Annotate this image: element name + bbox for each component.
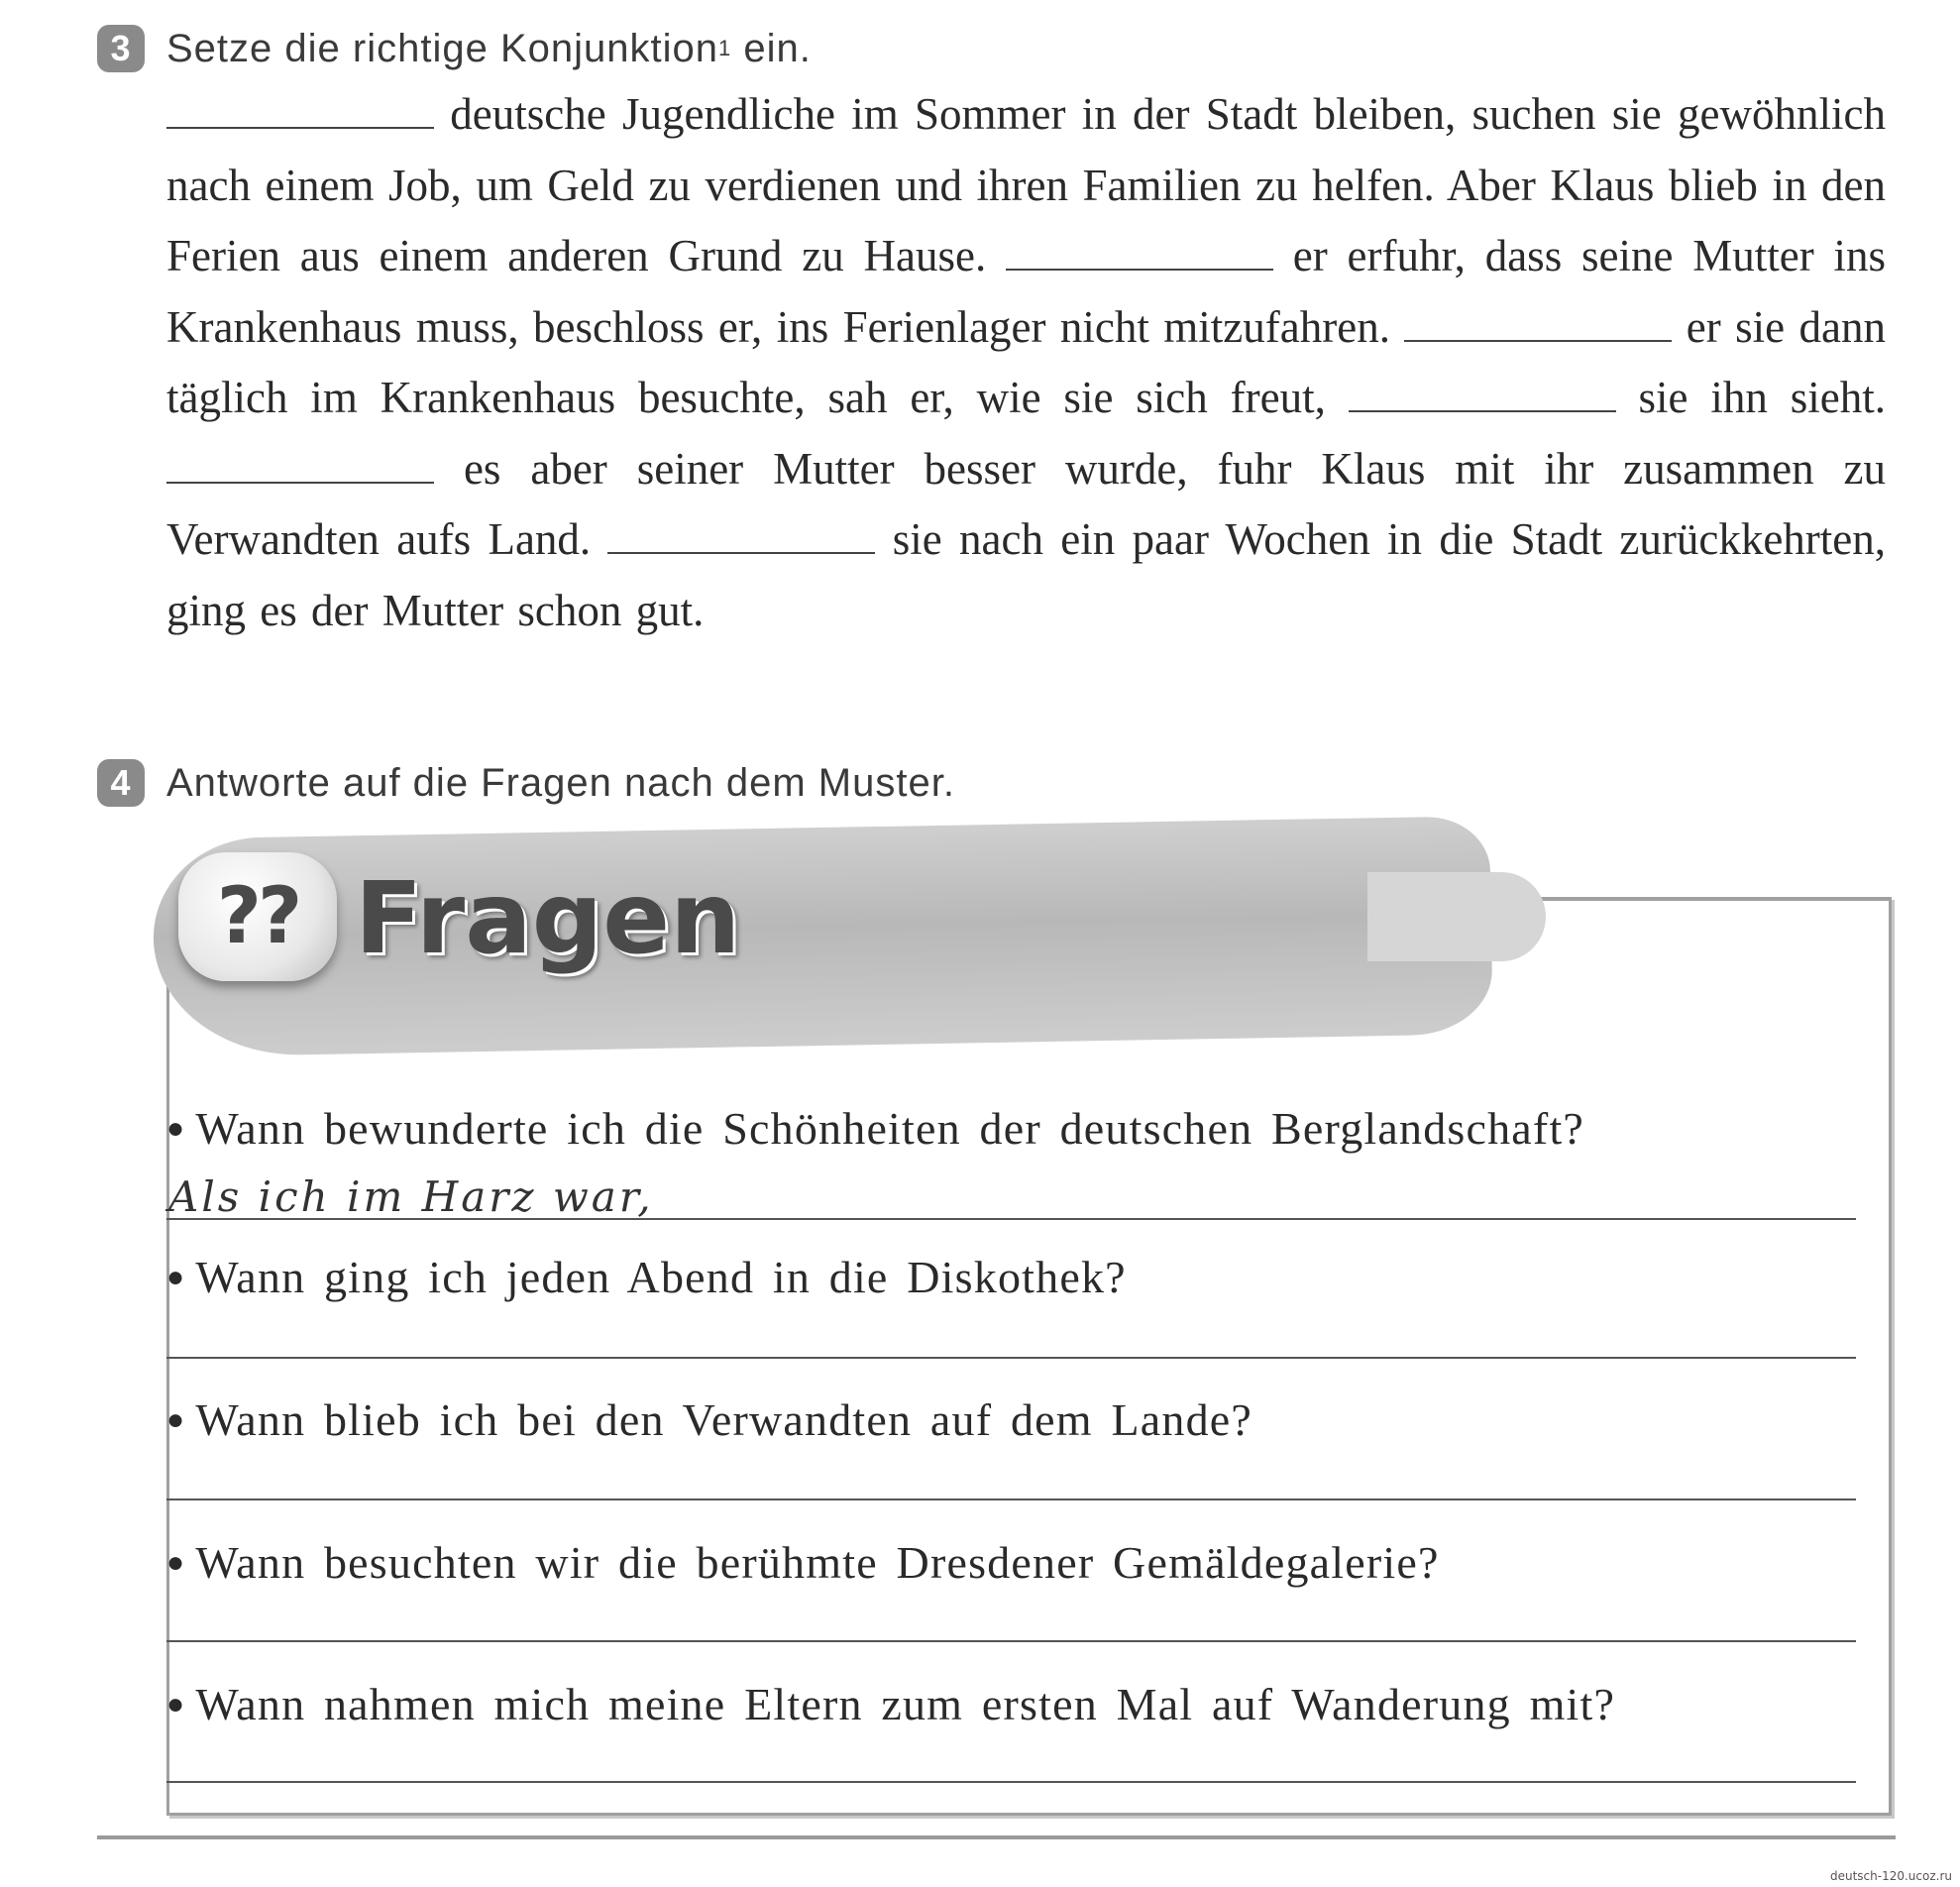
answer-line-5[interactable] — [166, 1781, 1856, 1783]
cloze-text — [166, 79, 1886, 646]
exercise-instruction: Antworte auf die Fragen nach dem Muster. — [166, 760, 955, 805]
question-text: Wann ging ich jeden Abend in die Diskothek? — [195, 1252, 1127, 1302]
bullet-icon: ● — [166, 1546, 186, 1579]
question-item — [166, 1102, 1871, 1155]
box-title: Fragen — [355, 860, 741, 976]
bullet-icon: ● — [166, 1112, 186, 1145]
cloze-segment: er sie dann täglich im Krankenhaus besuchte, sah er, wie sie sich freut, — [166, 301, 1886, 422]
bullet-icon: ● — [166, 1688, 186, 1720]
blank-2[interactable] — [1006, 233, 1273, 271]
exercise-instruction: Setze die richtige Konjunktion — [166, 26, 718, 70]
site-watermark: deutsch-120.ucoz.ru — [1829, 1869, 1952, 1883]
answer-line-4[interactable] — [166, 1640, 1856, 1642]
answer-line-1[interactable] — [166, 1218, 1856, 1220]
blank-5[interactable] — [166, 446, 434, 484]
exercise-4-heading — [97, 756, 955, 810]
question-text: Wann bewunderte ich die Schönheiten der deutschen Berglandschaft? — [195, 1103, 1585, 1154]
bullet-icon: ● — [166, 1261, 186, 1293]
brush-stroke-tail — [1367, 872, 1546, 961]
answer-line-3[interactable] — [166, 1498, 1856, 1500]
exercise-3-heading: 3 Setze die richtige Konjunktion 1 ein. — [97, 22, 812, 75]
brush-stroke-banner — [152, 816, 1493, 1057]
question-text: Wann besuchten wir die berühmte Dresdener Gemäldegalerie? — [195, 1537, 1440, 1588]
bullet-icon: ● — [166, 1403, 186, 1436]
question-item — [166, 1251, 1871, 1303]
exercise-number-badge: 4 — [97, 759, 145, 807]
answer-line-2[interactable] — [166, 1357, 1856, 1359]
exercise-number-badge: 3 — [97, 25, 145, 72]
bottom-divider — [97, 1835, 1896, 1839]
blank-3[interactable] — [1404, 304, 1672, 342]
blank-4[interactable] — [1349, 375, 1616, 412]
question-item — [166, 1393, 1871, 1446]
question-marks-icon: ?? — [178, 852, 337, 981]
cloze-segment: es aber seiner Mutter besser wurde, fuhr Klaus mit ihr zusammen zu Verwandten aufs Land. — [166, 443, 1886, 564]
sample-answer: Als ich im Harz war, — [168, 1172, 654, 1221]
question-text: Wann blieb ich bei den Verwandten auf dem Lande? — [195, 1394, 1253, 1445]
cloze-segment: deutsche Jugendliche im Sommer in der Stadt bleiben, suchen sie gewöhnlich nach einem Job, um Geld zu verdienen und ihren Familien zu helfen. Aber Klaus blieb in den Ferien aus einem anderen Grund zu Hause. — [166, 89, 1886, 280]
exercise-instruction-end: ein. — [743, 26, 812, 70]
cloze-segment: sie ihn sieht. — [1638, 373, 1886, 422]
question-item — [166, 1678, 1871, 1730]
cloze-segment: sie nach ein paar Wochen in die Stadt zurückkehrten, ging es der Mutter schon gut. — [166, 514, 1887, 635]
blank-6[interactable] — [607, 516, 875, 554]
blank-1[interactable] — [166, 91, 434, 129]
cloze-segment: er erfuhr, dass seine Mutter ins Krankenhaus muss, beschloss er, ins Ferienlager nicht mitzufahren. — [166, 231, 1887, 352]
question-text: Wann nahmen mich meine Eltern zum ersten Mal auf Wanderung mit? — [195, 1679, 1616, 1729]
question-item — [166, 1536, 1871, 1589]
